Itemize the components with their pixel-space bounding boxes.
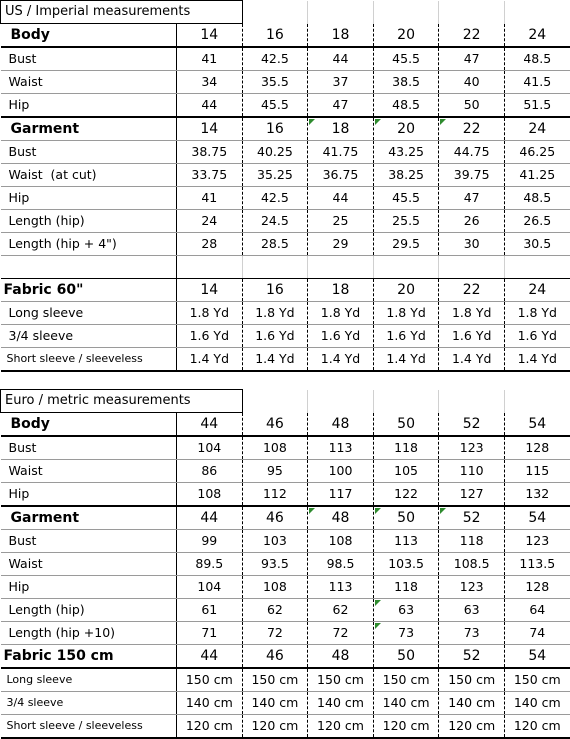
value-cell: 28 <box>177 233 243 256</box>
table-row <box>1 622 570 645</box>
value-cell: 39.75 <box>439 164 505 187</box>
value-cell: 37 <box>308 71 374 94</box>
value-cell: 108 <box>308 530 374 553</box>
comment-marker-icon <box>440 119 446 125</box>
value-cell: 112 <box>242 483 308 507</box>
value-cell: 42.5 <box>242 47 308 71</box>
table-row <box>1 576 570 599</box>
value-cell: 1.6 Yd <box>373 325 439 348</box>
size-cell: 50 <box>373 645 439 669</box>
value-cell: 118 <box>373 436 439 460</box>
section-label: Body <box>1 24 177 48</box>
value-cell: 150 cm <box>439 668 505 692</box>
value-cell: 34 <box>177 71 243 94</box>
value-cell: 128 <box>504 576 570 599</box>
value-cell: 1.8 Yd <box>373 302 439 325</box>
value-cell: 150 cm <box>242 668 308 692</box>
value-cell: 113 <box>373 530 439 553</box>
value-cell: 108 <box>177 483 243 507</box>
size-cell: 18 <box>308 279 374 302</box>
value-cell: 105 <box>373 460 439 483</box>
value-cell: 1.8 Yd <box>439 302 505 325</box>
value-cell: 35.25 <box>242 164 308 187</box>
table-row <box>1 302 570 325</box>
value-cell: 35.5 <box>242 71 308 94</box>
row-label: Long sleeve <box>1 668 177 692</box>
value-cell: 48.5 <box>504 47 570 71</box>
value-cell: 150 cm <box>177 668 243 692</box>
value-cell: 99 <box>177 530 243 553</box>
garment-header-row <box>1 117 570 141</box>
value-cell: 120 cm <box>504 715 570 739</box>
value-cell: 1.6 Yd <box>308 325 374 348</box>
row-label: Long sleeve <box>1 302 177 325</box>
size-cell: 46 <box>242 506 308 530</box>
section-label: Garment <box>1 117 177 141</box>
value-cell: 113 <box>308 576 374 599</box>
row-label: Bust <box>1 436 177 460</box>
row-label: Hip <box>1 187 177 210</box>
value-cell: 46.25 <box>504 141 570 164</box>
value-cell: 42.5 <box>242 187 308 210</box>
value-cell: 72 <box>308 622 374 645</box>
size-cell: 18 <box>308 24 374 48</box>
row-label: Waist (at cut) <box>1 164 177 187</box>
table-row <box>1 94 570 118</box>
row-label: Bust <box>1 530 177 553</box>
value-cell: 98.5 <box>308 553 374 576</box>
comment-marker-icon <box>309 119 315 125</box>
table-row <box>1 436 570 460</box>
size-cell: 48 <box>308 645 374 669</box>
value-cell: 104 <box>177 576 243 599</box>
value-cell: 113 <box>308 436 374 460</box>
table-row <box>1 141 570 164</box>
size-cell: 16 <box>242 279 308 302</box>
value-cell: 47 <box>439 47 505 71</box>
garment-header-row <box>1 506 570 530</box>
value-cell: 108.5 <box>439 553 505 576</box>
table-title: Euro / metric measurements <box>1 390 243 413</box>
value-cell: 45.5 <box>373 187 439 210</box>
value-cell: 41.5 <box>504 71 570 94</box>
value-cell: 72 <box>242 622 308 645</box>
value-cell: 41 <box>177 47 243 71</box>
value-cell: 33.75 <box>177 164 243 187</box>
body-header-row <box>1 24 570 48</box>
comment-marker-icon <box>375 623 381 629</box>
comment-marker-icon <box>440 508 446 514</box>
section-label: Fabric 150 cm <box>1 645 177 669</box>
size-cell: 54 <box>504 645 570 669</box>
table-row <box>1 233 570 256</box>
value-cell: 150 cm <box>308 668 374 692</box>
blank-row <box>1 256 570 279</box>
value-cell: 43.25 <box>373 141 439 164</box>
value-cell: 120 cm <box>177 715 243 739</box>
value-cell: 150 cm <box>504 668 570 692</box>
size-cell: 18 <box>308 117 374 141</box>
size-cell: 44 <box>177 506 243 530</box>
euro-metric-table <box>0 389 570 739</box>
size-cell: 44 <box>177 413 243 437</box>
value-cell: 103.5 <box>373 553 439 576</box>
value-cell: 44.75 <box>439 141 505 164</box>
value-cell: 150 cm <box>373 668 439 692</box>
value-cell: 51.5 <box>504 94 570 118</box>
size-cell: 46 <box>242 645 308 669</box>
value-cell: 29.5 <box>373 233 439 256</box>
section-label: Fabric 60" <box>1 279 177 302</box>
value-cell: 108 <box>242 576 308 599</box>
size-cell: 22 <box>439 117 505 141</box>
table-row <box>1 668 570 692</box>
value-cell: 38.5 <box>373 71 439 94</box>
size-cell: 50 <box>373 413 439 437</box>
value-cell: 1.8 Yd <box>242 302 308 325</box>
value-cell: 118 <box>439 530 505 553</box>
value-cell: 44 <box>308 47 374 71</box>
fabric-header-row <box>1 279 570 302</box>
value-cell: 110 <box>439 460 505 483</box>
value-cell: 71 <box>177 622 243 645</box>
row-label: Hip <box>1 94 177 118</box>
value-cell: 120 cm <box>373 715 439 739</box>
value-cell: 41.25 <box>504 164 570 187</box>
value-cell: 41 <box>177 187 243 210</box>
section-label: Body <box>1 413 177 437</box>
value-cell: 1.4 Yd <box>177 348 243 372</box>
value-cell: 41.75 <box>308 141 374 164</box>
value-cell: 63 <box>373 599 439 622</box>
value-cell: 120 cm <box>242 715 308 739</box>
value-cell: 26 <box>439 210 505 233</box>
value-cell: 63 <box>439 599 505 622</box>
value-cell: 95 <box>242 460 308 483</box>
table-row <box>1 553 570 576</box>
table-row <box>1 483 570 507</box>
body-header-row <box>1 413 570 437</box>
size-cell: 20 <box>373 117 439 141</box>
size-cell: 54 <box>504 413 570 437</box>
table-row <box>1 325 570 348</box>
comment-marker-icon <box>309 508 315 514</box>
value-cell: 1.6 Yd <box>439 325 505 348</box>
size-cell: 52 <box>439 413 505 437</box>
value-cell: 73 <box>373 622 439 645</box>
table-row <box>1 71 570 94</box>
value-cell: 113.5 <box>504 553 570 576</box>
value-cell: 48.5 <box>373 94 439 118</box>
table-row <box>1 187 570 210</box>
value-cell: 61 <box>177 599 243 622</box>
section-label: Garment <box>1 506 177 530</box>
size-cell: 52 <box>439 645 505 669</box>
value-cell: 29 <box>308 233 374 256</box>
size-cell: 14 <box>177 279 243 302</box>
value-cell: 38.75 <box>177 141 243 164</box>
row-label: Hip <box>1 483 177 507</box>
value-cell: 1.6 Yd <box>242 325 308 348</box>
size-cell: 14 <box>177 24 243 48</box>
value-cell: 115 <box>504 460 570 483</box>
size-cell: 22 <box>439 279 505 302</box>
table-row <box>1 530 570 553</box>
value-cell: 93.5 <box>242 553 308 576</box>
value-cell: 40.25 <box>242 141 308 164</box>
size-cell: 50 <box>373 506 439 530</box>
value-cell: 1.6 Yd <box>177 325 243 348</box>
comment-marker-icon <box>375 119 381 125</box>
value-cell: 1.8 Yd <box>177 302 243 325</box>
value-cell: 140 cm <box>439 692 505 715</box>
value-cell: 128 <box>504 436 570 460</box>
value-cell: 24.5 <box>242 210 308 233</box>
row-label: Hip <box>1 576 177 599</box>
value-cell: 38.25 <box>373 164 439 187</box>
value-cell: 62 <box>308 599 374 622</box>
value-cell: 45.5 <box>242 94 308 118</box>
value-cell: 140 cm <box>308 692 374 715</box>
table-row <box>1 692 570 715</box>
table-row <box>1 715 570 739</box>
value-cell: 44 <box>308 187 374 210</box>
value-cell: 1.4 Yd <box>308 348 374 372</box>
size-cell: 24 <box>504 24 570 48</box>
size-cell: 16 <box>242 117 308 141</box>
value-cell: 30 <box>439 233 505 256</box>
value-cell: 1.4 Yd <box>439 348 505 372</box>
value-cell: 100 <box>308 460 374 483</box>
size-cell: 20 <box>373 279 439 302</box>
size-cell: 22 <box>439 24 505 48</box>
fabric-header-row <box>1 645 570 669</box>
table-title: US / Imperial measurements <box>1 1 243 24</box>
row-label: Length (hip) <box>1 599 177 622</box>
table-row <box>1 164 570 187</box>
size-cell: 14 <box>177 117 243 141</box>
row-label: Short sleeve / sleeveless <box>1 715 177 739</box>
value-cell: 64 <box>504 599 570 622</box>
size-cell: 54 <box>504 506 570 530</box>
row-label: Bust <box>1 47 177 71</box>
size-cell: 44 <box>177 645 243 669</box>
value-cell: 36.75 <box>308 164 374 187</box>
value-cell: 140 cm <box>504 692 570 715</box>
table-row <box>1 599 570 622</box>
table-title-row <box>1 390 570 413</box>
value-cell: 74 <box>504 622 570 645</box>
value-cell: 104 <box>177 436 243 460</box>
value-cell: 1.4 Yd <box>504 348 570 372</box>
value-cell: 123 <box>439 436 505 460</box>
row-label: Waist <box>1 71 177 94</box>
value-cell: 26.5 <box>504 210 570 233</box>
size-cell: 16 <box>242 24 308 48</box>
value-cell: 103 <box>242 530 308 553</box>
value-cell: 120 cm <box>308 715 374 739</box>
value-cell: 127 <box>439 483 505 507</box>
value-cell: 117 <box>308 483 374 507</box>
row-label: 3/4 sleeve <box>1 692 177 715</box>
size-cell: 46 <box>242 413 308 437</box>
value-cell: 40 <box>439 71 505 94</box>
row-label: Waist <box>1 553 177 576</box>
value-cell: 1.6 Yd <box>504 325 570 348</box>
value-cell: 50 <box>439 94 505 118</box>
row-label: Waist <box>1 460 177 483</box>
size-cell: 20 <box>373 24 439 48</box>
value-cell: 45.5 <box>373 47 439 71</box>
size-cell: 48 <box>308 413 374 437</box>
value-cell: 86 <box>177 460 243 483</box>
table-row <box>1 460 570 483</box>
value-cell: 47 <box>308 94 374 118</box>
value-cell: 1.4 Yd <box>242 348 308 372</box>
value-cell: 25 <box>308 210 374 233</box>
table-row <box>1 210 570 233</box>
row-label: Length (hip +10) <box>1 622 177 645</box>
value-cell: 28.5 <box>242 233 308 256</box>
value-cell: 62 <box>242 599 308 622</box>
value-cell: 108 <box>242 436 308 460</box>
value-cell: 47 <box>439 187 505 210</box>
value-cell: 30.5 <box>504 233 570 256</box>
value-cell: 140 cm <box>242 692 308 715</box>
value-cell: 48.5 <box>504 187 570 210</box>
size-cell: 24 <box>504 117 570 141</box>
size-cell: 48 <box>308 506 374 530</box>
value-cell: 118 <box>373 576 439 599</box>
table-title-row <box>1 1 570 24</box>
value-cell: 140 cm <box>373 692 439 715</box>
value-cell: 73 <box>439 622 505 645</box>
size-cell: 52 <box>439 506 505 530</box>
value-cell: 24 <box>177 210 243 233</box>
value-cell: 89.5 <box>177 553 243 576</box>
row-label: Length (hip + 4") <box>1 233 177 256</box>
value-cell: 44 <box>177 94 243 118</box>
value-cell: 120 cm <box>439 715 505 739</box>
value-cell: 132 <box>504 483 570 507</box>
row-label: Length (hip) <box>1 210 177 233</box>
table-row <box>1 348 570 372</box>
row-label: 3/4 sleeve <box>1 325 177 348</box>
row-label: Short sleeve / sleeveless <box>1 348 177 372</box>
comment-marker-icon <box>375 600 381 606</box>
value-cell: 1.8 Yd <box>308 302 374 325</box>
table-row <box>1 47 570 71</box>
size-cell: 24 <box>504 279 570 302</box>
value-cell: 140 cm <box>177 692 243 715</box>
value-cell: 123 <box>439 576 505 599</box>
value-cell: 25.5 <box>373 210 439 233</box>
value-cell: 123 <box>504 530 570 553</box>
value-cell: 122 <box>373 483 439 507</box>
row-label: Bust <box>1 141 177 164</box>
comment-marker-icon <box>375 508 381 514</box>
value-cell: 1.8 Yd <box>504 302 570 325</box>
value-cell: 1.4 Yd <box>373 348 439 372</box>
